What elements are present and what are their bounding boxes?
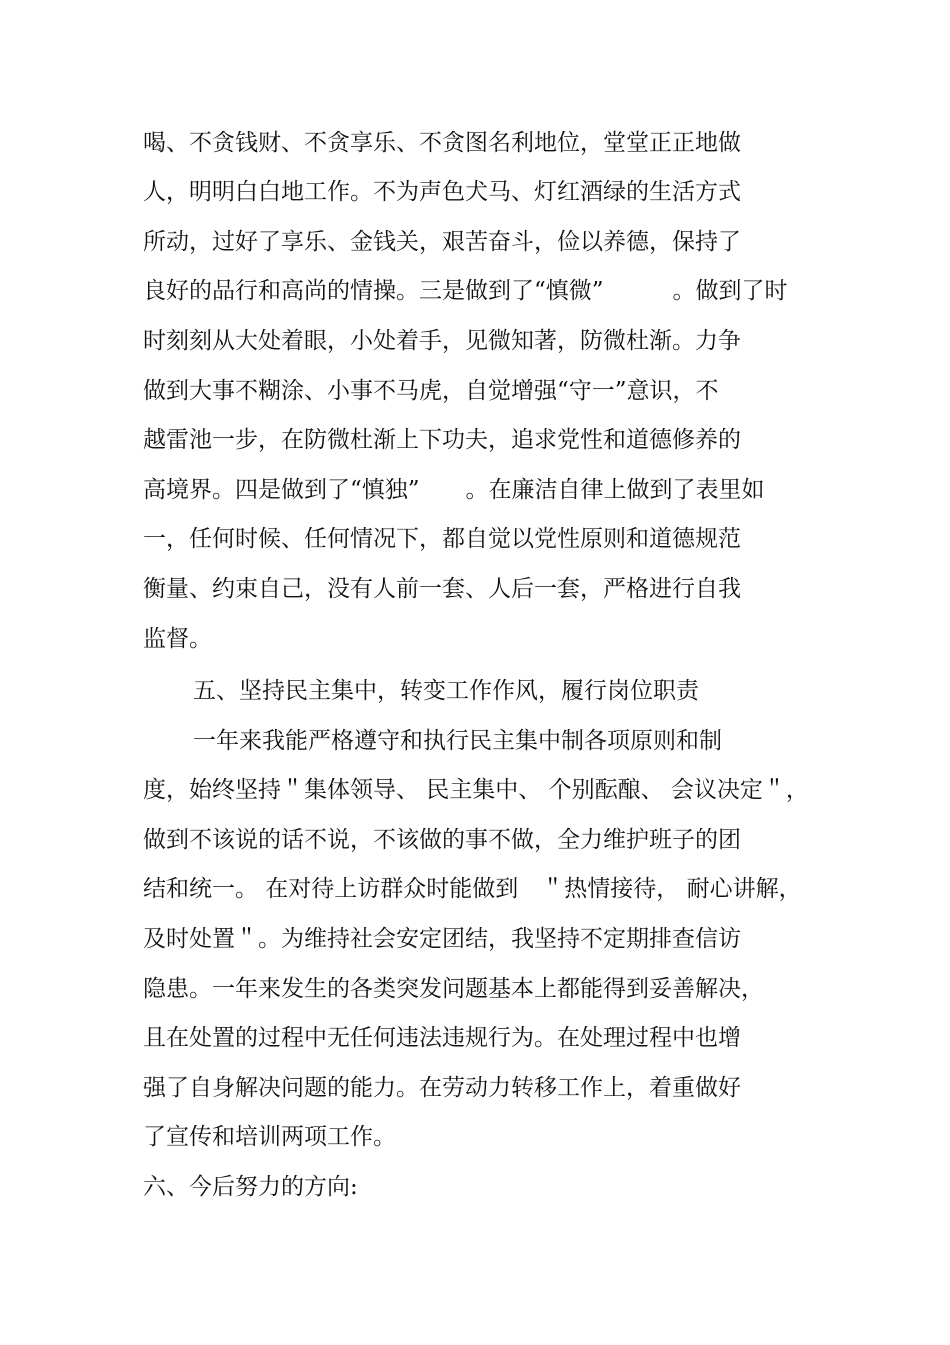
text-line-1: 喝、不贪钱财、不贪享乐、不贪图名利地位，堂堂正正地做 [143,130,741,156]
text-line-7: 越雷池一步，在防微杜渐上下功夫，追求党性和道德修养的 [143,427,741,453]
text-line-5: 时刻刻从大处着眼，小处着手，见微知著，防微杜渐。力争 [143,328,741,354]
text-line-13: 一年来我能严格遵守和执行民主集中制各项原则和制 [193,728,722,754]
text-line-21: 了宣传和培训两项工作。 [143,1124,396,1150]
text-line-6: 做到大事不糊涂、小事不马虎，自觉增强“守一”意识，不 [143,378,719,404]
text-line-20: 强了自身解决问题的能力。在劳动力转移工作上，着重做好 [143,1075,741,1101]
text-line-18: 隐患。一年来发生的各类突发问题基本上都能得到妥善解决， [143,976,764,1002]
text-line-8: 高境界。四是做到了“慎独” 。在廉洁自律上做到了表里如 [143,477,765,503]
text-line-11: 监督。 [143,626,212,652]
text-line-16: 结和统一。 在对待上访群众时能做到 ＂热情接待， 耐心讲解， [143,876,802,902]
text-line-15: 做到不该说的话不说，不该做的事不做，全力维护班子的团 [143,827,741,853]
text-line-14: 度，始终坚持＂集体领导、 民主集中、 个别酝酿、 会议决定＂， [143,777,809,803]
section-heading-6: 六、今后努力的方向: [143,1174,358,1200]
text-line-3: 所动，过好了享乐、金钱关，艰苦奋斗，俭以养德，保持了 [143,229,741,255]
text-line-17: 及时处置＂。为维持社会安定团结，我坚持不定期排查信访 [143,926,741,952]
text-line-9: 一，任何时候、任何情况下，都自觉以党性原则和道德规范 [143,526,741,552]
text-line-19: 且在处置的过程中无任何违法违规行为。在处理过程中也增 [143,1025,741,1051]
text-line-2: 人，明明白白地工作。不为声色犬马、灯红酒绿的生活方式 [143,179,741,205]
text-line-10: 衡量、约束自己，没有人前一套、人后一套，严格进行自我 [143,576,741,602]
section-heading-5: 五、坚持民主集中，转变工作作风，履行岗位职责 [193,678,699,704]
text-line-4: 良好的品行和高尚的情操。三是做到了“慎微” 。做到了时 [143,278,788,304]
